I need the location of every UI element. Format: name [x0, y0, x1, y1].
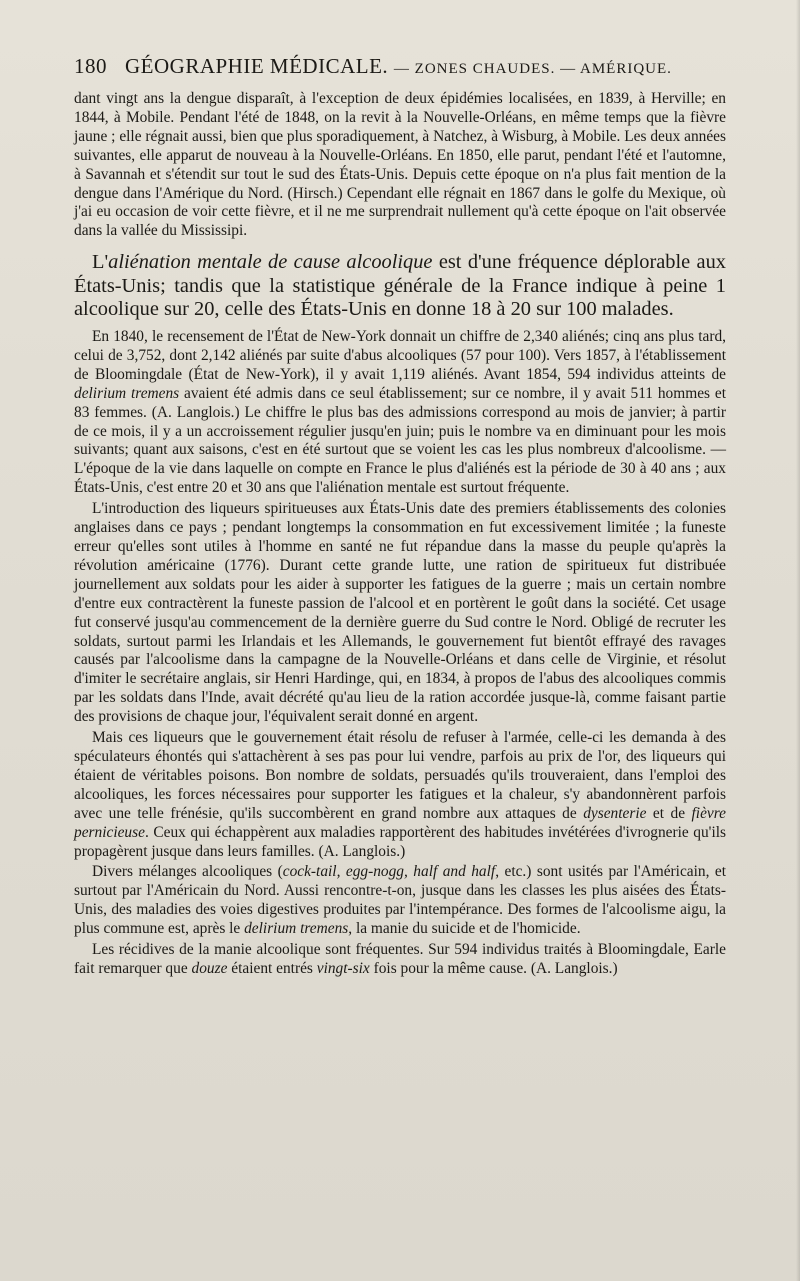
- italic-run: cock-tail, egg-nogg, half and half: [282, 863, 496, 881]
- paragraph-new-york-statistics: [74, 328, 726, 498]
- text-run: Les récidives de la manie alcoolique sont fréquentes. Sur 594 individus traités à Bloomingdale, Earle fait remarquer que: [74, 941, 726, 977]
- italic-run: delirium tremens: [244, 920, 349, 938]
- italic-run: fièvre pernicieuse: [74, 804, 726, 841]
- text-run: Divers mélanges alcooliques (: [92, 863, 283, 881]
- text-run: , etc.) sont usités par l'Américain, et surtout par l'Américain du Nord. Aussi rencontre-t-on, jusque dans les classes les plus aisées des États-Unis, des maladies des voies digestives produites par l'intempérance. Des formes de l'alcoolisme aigu, la plus commune est, après le: [74, 863, 726, 938]
- italic-run: douze: [191, 959, 228, 977]
- paragraph-alienation-lead: [74, 251, 726, 322]
- italic-run: vingt-six: [316, 959, 370, 977]
- paragraph-army-liqueurs: [74, 729, 726, 861]
- paragraph-dengue: dant vingt ans la dengue disparaît, à l'exception de deux épidémies localisées, en 1839, à Herville; en 1844, à Mobile. Pendant l'été de 1848, on la revit à la Nouvelle-Orléans, en même temps que la fièvre jaune ; elle régnait aussi, bien que plus sporadiquement, à Natchez, à Wisburg, à Mobile. Les deux années suivantes, elle apparut de nouveau à la Nouvelle-Orléans. En 1850, elle parut, pendant l'été et l'automne, à Savannah et s'étendit sur tout le sud des États-Unis. Depuis cette époque on n'a plus fait mention de la dengue dans l'Amérique du Nord. (Hirsch.) Cependant elle régnait en 1867 dans le golfe du Mexique, où j'ai eu occasion de voir cette fièvre, et il ne me surprendrait nullement qu'à cette époque on l'ait observée dans la vallée du Mississipi.: [74, 90, 726, 240]
- page-number: 180: [74, 54, 107, 78]
- paragraph-alcoholic-mixtures: [74, 863, 726, 939]
- lead-prefix: L': [92, 251, 109, 274]
- body-text: [74, 90, 726, 979]
- book-title: GÉOGRAPHIE MÉDICALE.: [125, 54, 389, 78]
- paragraph-liqueurs-history: L'introduction des liqueurs spiritueuses aux États-Unis date des premiers établissements des colonies anglaises dans ce pays ; pendant longtemps la consommation en fut excessivement limitée ; la funeste erreur qu'elles sont utiles à l'homme en santé ne fut répandue dans la masse du peuple qu'après la révolution américaine (1776). Durant cette grande lutte, une ration de spiritueux fut distribuée journellement aux soldats pour les aider à supporter les fatigues de la guerre ; mais un certain nombre d'entre eux contractèrent la funeste passion de l'alcool et en portèrent le goût dans la société. Cet usage fut conservé jusqu'au commencement de la dernière guerre du Sud contre le Nord. Obligé de recruter les soldats, surtout parmi les Irlandais et les Allemands, le gouvernement fut bientôt effrayé des ravages causés par l'alcoolisme dans la campagne de la Nouvelle-Orléans et dans celle de Virginie, et résolut d'imiter le secrétaire anglais, sir Henri Hardinge, qui, en 1834, à propos de l'abus des alcooliques commis par les soldats dans l'Inde, avait décrété qu'au lieu de la ration accordée jusque-là, comme faisant partie des provisions de chaque jour, l'équivalent serait donné en argent.: [74, 500, 726, 726]
- lead-rest: est d'une fréquence déplorable aux États-Unis; tandis que la statistique générale de la France indique à peine 1 alcoolique sur 20, celle des États-Unis en donne 18 à 20 sur 100 malades.: [74, 251, 727, 321]
- italic-run: dysenterie: [583, 804, 647, 822]
- scan-shadow-edge: [796, 0, 800, 1281]
- text-run: étaient entrés: [227, 959, 317, 977]
- text-run: Mais ces liqueurs que le gouvernement était résolu de refuser à l'armée, celle-ci les demanda à des spéculateurs éhontés qui s'attachèrent à ses pas pour lui vendre, parfois au prix de l'or, des liqueurs qui étaient de véritables poisons. Bon nombre de soldats, persuadés qu'ils trouveraient, dans l'emploi des alcooliques, les forces nécessaires pour supporter les fatigues et la chaleur, s'y abandonnèrent parfois avec une telle frénésie, qu'ils succombèrent en grand nombre aux attaques de: [74, 729, 726, 822]
- italic-run: delirium tremens: [74, 384, 180, 402]
- text-run: avaient été admis dans ce seul établissement; sur ce nombre, il y avait 511 hommes et 83 femmes. (A. Langlois.) Le chiffre le plus bas des admissions correspond au mois de janvier; à partir de ce mois, il y a un accroissement régulier jusqu'en juin; puis le nombre va en diminuant pour les mois suivants; quant aux saisons, c'est en été surtout que se voient les cas les plus nombreux d'alcoolisme. — L'époque de la vie dans laquelle on compte en France le plus d'aliénés est la période de 30 à 40 ans ; aux États-Unis, c'est entre 20 et 30 ans que l'aliénation mentale est surtout fréquente.: [74, 384, 726, 497]
- text-run: et de: [646, 804, 692, 822]
- text-run: fois pour la même cause. (A. Langlois.): [369, 959, 618, 977]
- text-run: . Ceux qui échappèrent aux maladies rapportèrent des habitudes invétérées d'ivrognerie qu'ils propagèrent jusque dans leurs familles. (A. Langlois.): [74, 823, 726, 860]
- section-title: — ZONES CHAUDES. — AMÉRIQUE.: [393, 61, 672, 77]
- text-run: , la manie du suicide et de l'homicide.: [348, 920, 581, 938]
- running-header: [74, 54, 734, 79]
- text-run: En 1840, le recensement de l'État de New-York donnait un chiffre de 2,340 aliénés; cinq ans plus tard, celui de 3,752, dont 2,142 aliénés par suite d'abus alcooliques (57 pour 100). Vers 1857, à l'établissement de Bloomingdale (État de New-York), il y avait 1,119 aliénés. Avant 1854, 594 individus atteints de: [74, 328, 726, 383]
- paragraph-recidives: [74, 941, 726, 979]
- lead-italic: aliénation mentale de cause alcoolique: [108, 251, 433, 274]
